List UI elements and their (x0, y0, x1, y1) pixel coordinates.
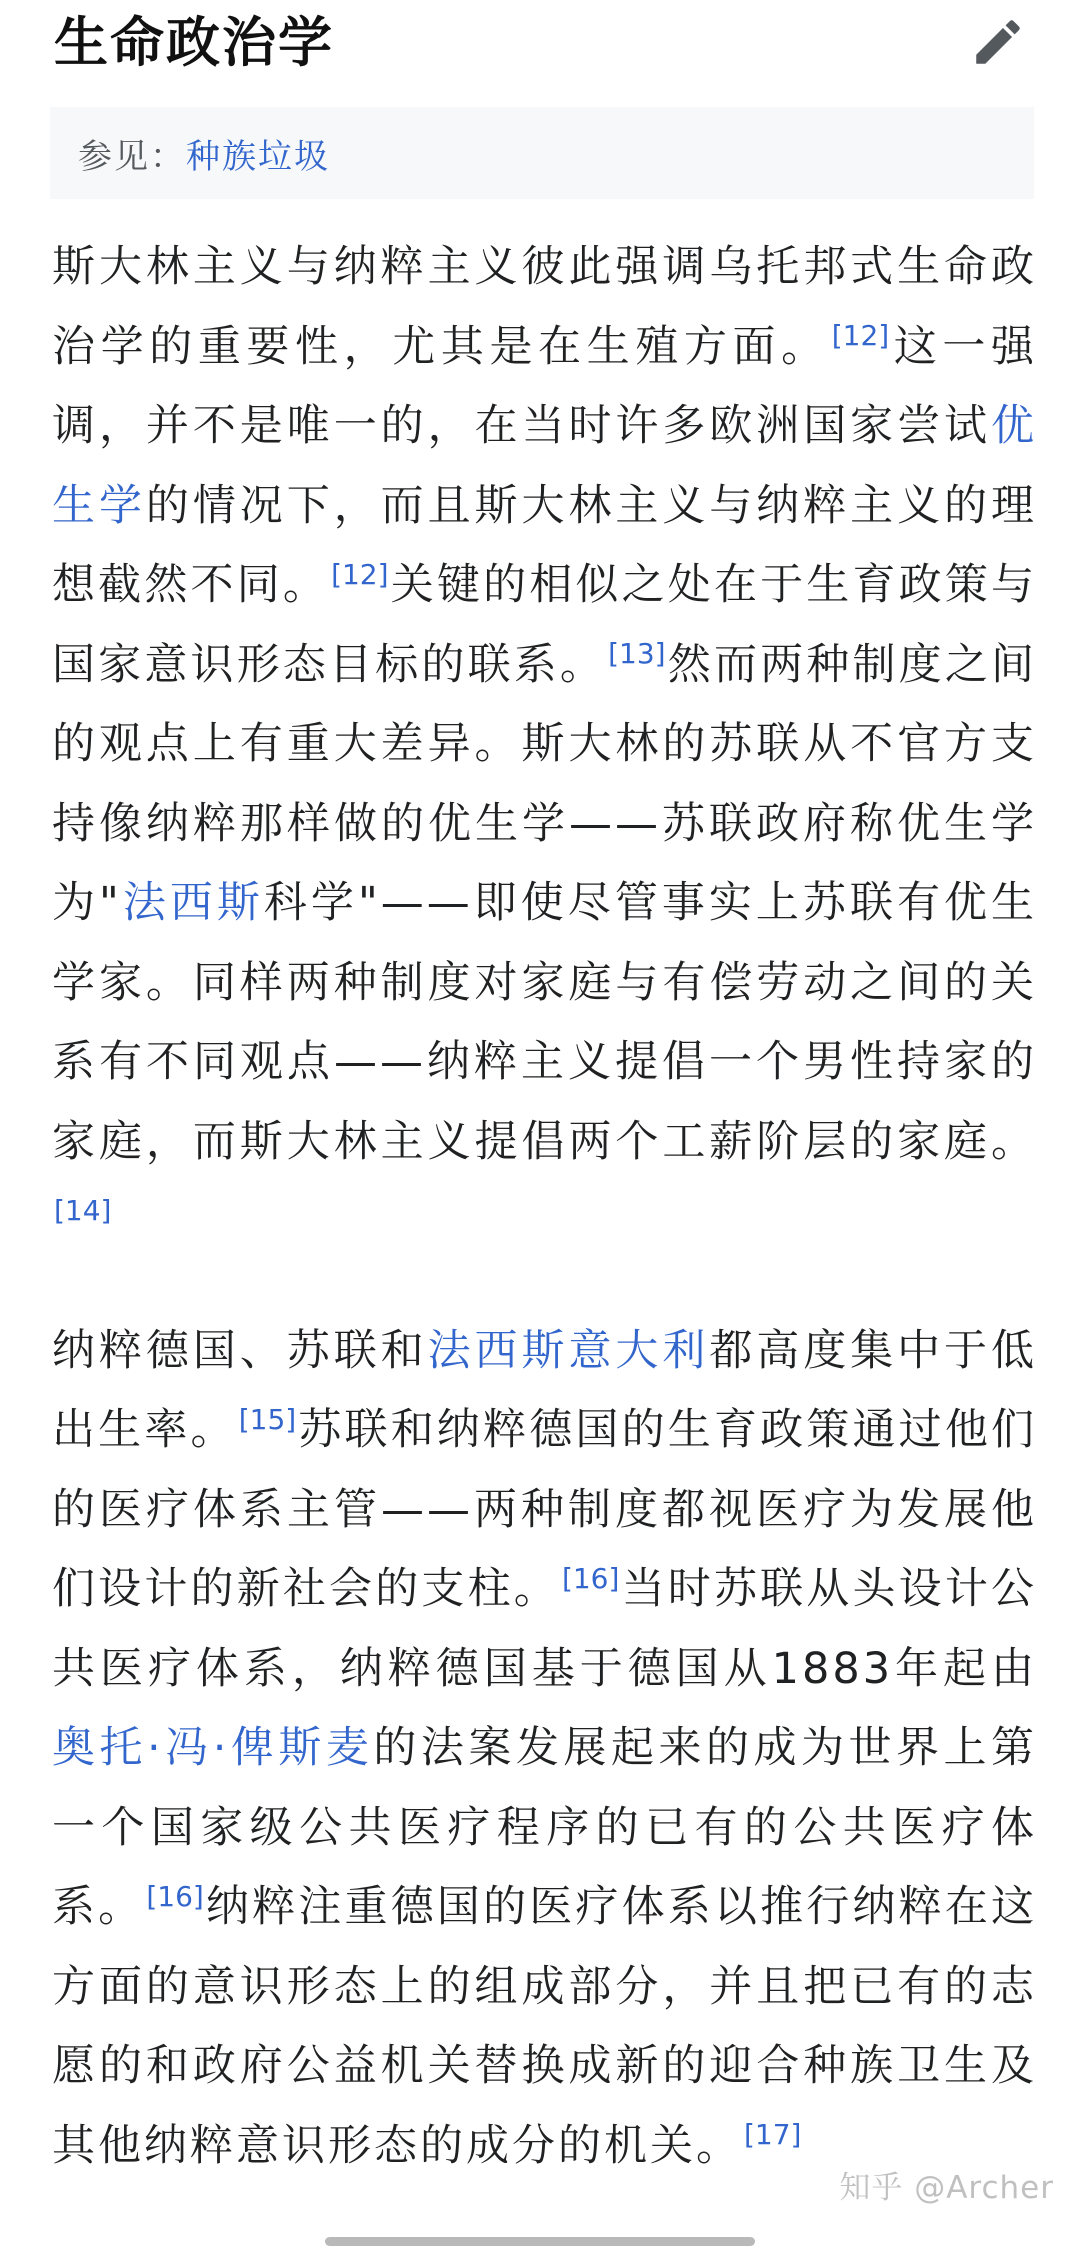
zhihu-watermark: 知乎 @Archer (839, 2170, 1054, 2206)
link-fascism[interactable]: 法西斯 (121, 878, 264, 928)
text-segment: 苏联和纳粹德国的生育政策通过他们的医疗体系主管——两种制度都视医疗为发展他们设计的新社会的支柱。 (52, 1405, 1037, 1614)
reference-link[interactable]: [17] (744, 2118, 802, 2152)
text-segment: 斯大林主义与纳粹主义彼此强调乌托邦式生命政治学的重要性，尤其是在生殖方面。 (52, 242, 1037, 372)
reference-link[interactable]: [13] (608, 637, 666, 671)
see-also-hatnote (50, 107, 1034, 199)
reference-link[interactable]: [16] (146, 1879, 204, 1913)
page-title: 生命政治学 (54, 11, 334, 74)
text-segment: 的法案发展起来的成为世界上第一个国家级公共医疗程序的已有的公共医疗体系。 (52, 1723, 1038, 1932)
article-body (52, 228, 1037, 2186)
article-header (54, 0, 1034, 95)
text-segment: 这一强调，并不是唯一的，在当时许多欧洲国家尝试 (52, 321, 1038, 451)
reference-link[interactable]: [16] (561, 1561, 620, 1595)
text-segment: 关键的相似之处在于生育政策与国家意识形态目标的联系。 (52, 560, 1038, 690)
paragraph-2 (52, 1312, 1037, 2187)
edit-button[interactable] (962, 6, 1034, 78)
text-segment: 然而两种制度之间的观点上有重大差异。斯大林的苏联从不官方支持像纳粹那样做的优生学——苏联政府称优生学为" (52, 639, 1037, 928)
reference-link[interactable]: [12] (831, 319, 890, 353)
link-fascist-italy[interactable]: 法西斯意大利 (427, 1325, 710, 1376)
link-racial-garbage[interactable]: 种族垃圾 (186, 136, 330, 177)
hatnote-prefix: 参见： (78, 136, 186, 177)
link-eugenics[interactable]: 优生学 (52, 401, 1037, 531)
text-segment: 的情况下，而且斯大林主义与纳粹主义的理想截然不同。 (52, 480, 1038, 610)
text-segment: 科学"——即使尽管事实上苏联有优生学家。同样两种制度对家庭与有偿劳动之间的关系有不同观点——纳粹主义提倡一个男性持家的家庭，而斯大林主义提倡两个工薪阶层的家庭。 (52, 878, 1038, 1167)
text-segment: 纳粹注重德国的医疗体系以推行纳粹在这方面的意识形态上的组成部分，并且把已有的志愿的和政府公益机关替换成新的迎合种族卫生及其他纳粹意识形态的成分的机关。 (52, 1882, 1038, 2171)
link-otto-von-bismarck[interactable]: 奥托·冯·俾斯麦 (52, 1723, 374, 1773)
pencil-icon (969, 13, 1027, 71)
text-segment: 都高度集中于低出生率。 (52, 1325, 1038, 1455)
text-segment: 当时苏联从头设计公共医疗体系，纳粹德国基于德国从1883年起由 (52, 1564, 1038, 1694)
text-segment: 纳粹德国、苏联和 (52, 1325, 428, 1376)
home-indicator[interactable] (325, 2237, 755, 2246)
reference-link[interactable]: [14] (54, 1193, 112, 1227)
reference-link[interactable]: [12] (331, 557, 389, 591)
paragraph-1 (52, 228, 1037, 1262)
reference-link[interactable]: [15] (238, 1402, 297, 1436)
